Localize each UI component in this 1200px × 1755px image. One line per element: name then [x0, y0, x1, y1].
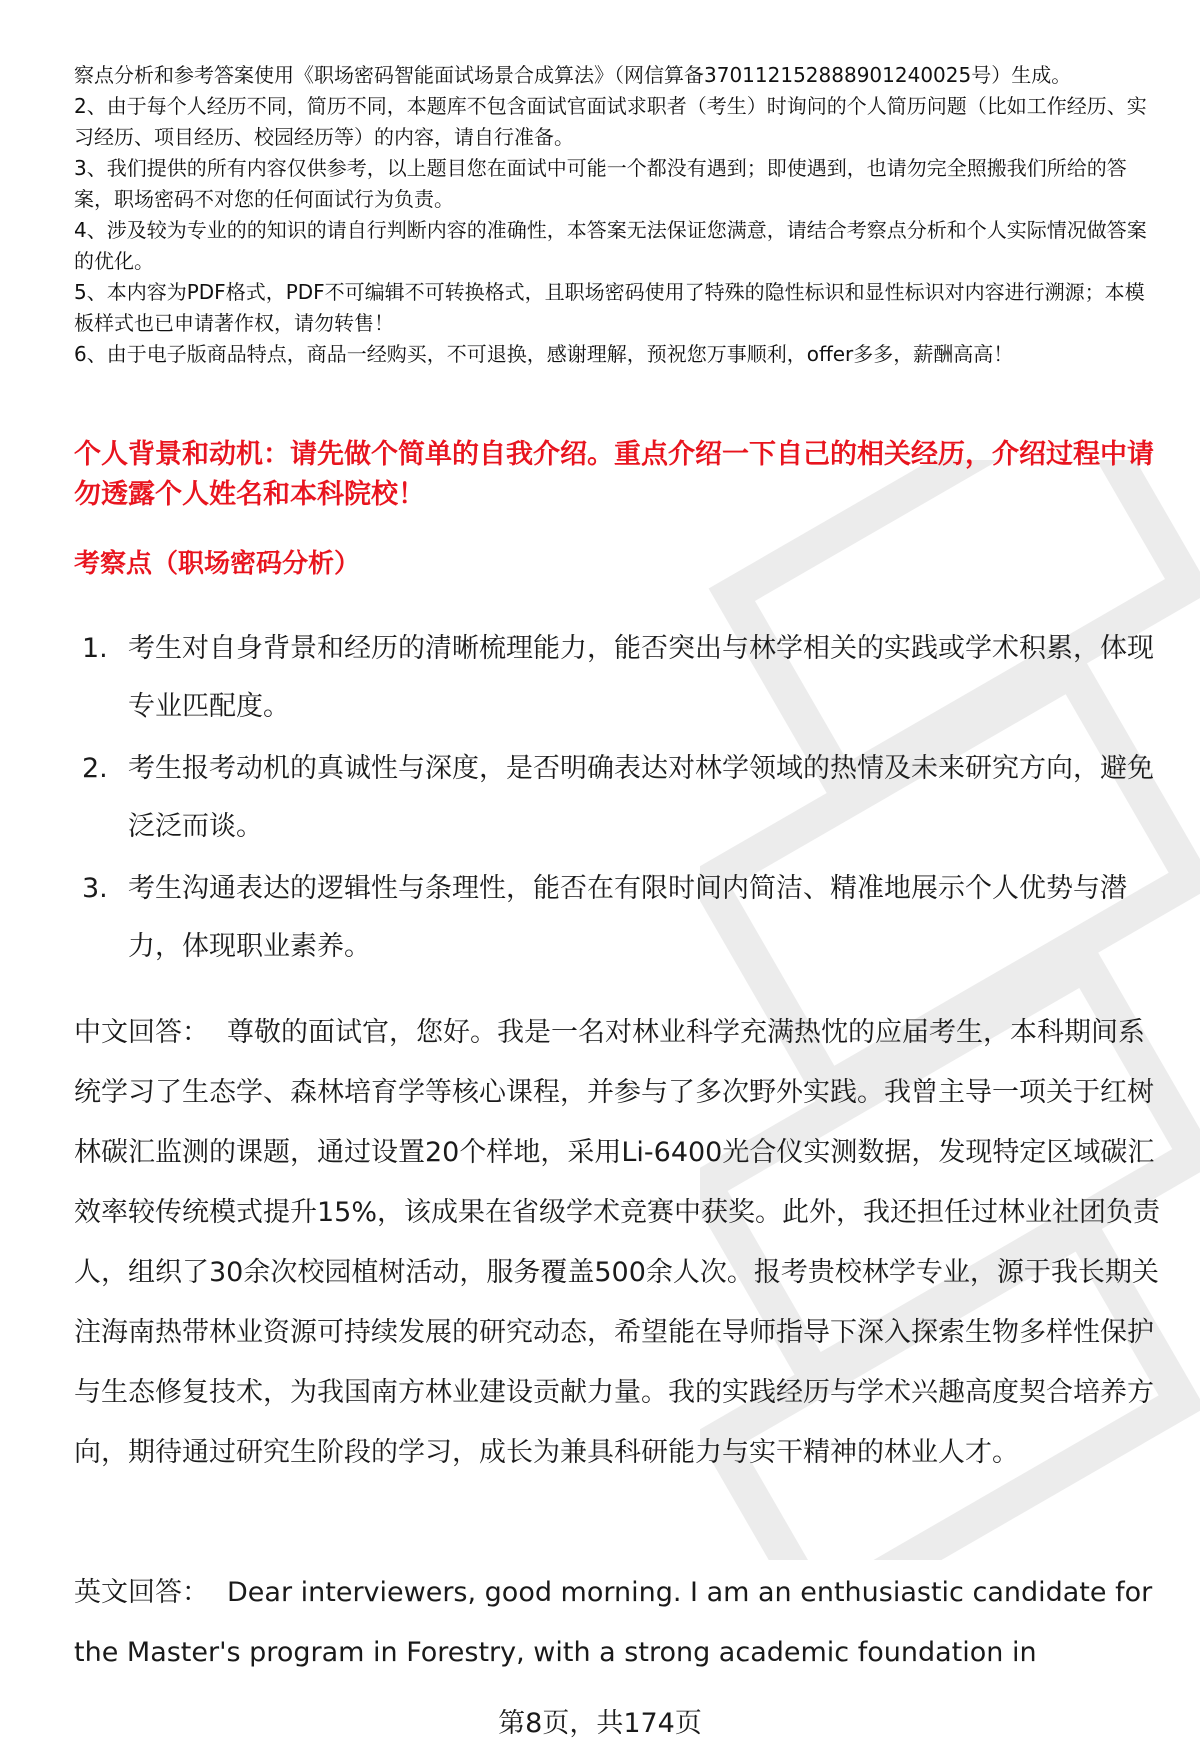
notes-section	[74, 60, 1164, 370]
english-answer	[74, 1563, 1164, 1683]
chinese-answer	[74, 1003, 1164, 1483]
analysis-point	[82, 860, 1162, 976]
note-line: 3、我们提供的所有内容仅供参考，以上题目您在面试中可能一个都没有遇到；即使遇到，也请勿完全照搬我们所给的答案，职场密码不对您的任何面试行为负责。	[74, 156, 1127, 211]
note-line: 2、由于每个人经历不同，简历不同，本题库不包含面试官面试求职者（考生）时询问的个人简历问题（比如工作经历、实习经历、项目经历、校园经历等）的内容，请自行准备。	[74, 94, 1147, 149]
page-number-footer: 第8页，共174页	[498, 1708, 702, 1739]
note-line: 察点分析和参考答案使用《职场密码智能面试场景合成算法》（网信算备370112152888901240025号）生成。	[74, 63, 1072, 87]
note-line: 5、本内容为PDF格式，PDF不可编辑不可转换格式，且职场密码使用了特殊的隐性标识和显性标识对内容进行溯源；本模板样式也已申请著作权，请勿转售！	[74, 280, 1145, 335]
chinese-answer-label: 中文回答：	[74, 1017, 209, 1048]
point-text: 考生对自身背景和经历的清晰梳理能力，能否突出与林学相关的实践或学术积累，体现专业匹配度。	[128, 633, 1154, 722]
point-text: 考生报考动机的真诚性与深度，是否明确表达对林学领域的热情及未来研究方向，避免泛泛而谈。	[128, 753, 1154, 842]
english-answer-label: 英文回答：	[74, 1577, 209, 1608]
analysis-heading: 考察点（职场密码分析）	[74, 549, 361, 579]
point-text: 考生沟通表达的逻辑性与条理性，能否在有限时间内简洁、精准地展示个人优势与潜力，体现职业素养。	[128, 873, 1127, 962]
note-line: 4、涉及较为专业的的知识的请自行判断内容的准确性，本答案无法保证您满意，请结合考察点分析和个人实际情况做答案的优化。	[74, 218, 1147, 273]
point-number: 2.	[82, 753, 108, 784]
analysis-points	[82, 620, 1162, 980]
chinese-answer-text: 尊敬的面试官，您好。我是一名对林业科学充满热忱的应届考生，本科期间系统学习了生态学、森林培育学等核心课程，并参与了多次野外实践。我曾主导一项关于红树林碳汇监测的课题，通过设置20个样地，采用Li-6400光合仪实测数据，发现特定区域碳汇效率较传统模式提升15%，该成果在省级学术竞赛中获奖。此外，我还担任过林业社团负责人，组织了30余次校园植树活动，服务覆盖500余人次。报考贵校林学专业，源于我长期关注海南热带林业资源可持续发展的研究动态，希望能在导师指导下深入探索生物多样性保护与生态修复技术，为我国南方林业建设贡献力量。我的实践经历与学术兴趣高度契合培养方向，期待通过研究生阶段的学习，成长为兼具科研能力与实干精神的林业人才。	[74, 1017, 1161, 1468]
analysis-point	[82, 620, 1162, 736]
point-number: 1.	[82, 633, 108, 664]
point-number: 3.	[82, 873, 108, 904]
english-answer-text: Dear interviewers, good morning. I am an enthusiastic candidate for the Master's program in Forestry, with a strong academic foundation in	[74, 1577, 1153, 1668]
note-line: 6、由于电子版商品特点，商品一经购买，不可退换，感谢理解，预祝您万事顺利，offer多多，薪酬高高！	[74, 342, 1014, 366]
analysis-point	[82, 740, 1162, 856]
question-title: 个人背景和动机：请先做个简单的自我介绍。重点介绍一下自己的相关经历，介绍过程中请勿透露个人姓名和本科院校！	[74, 439, 1154, 510]
